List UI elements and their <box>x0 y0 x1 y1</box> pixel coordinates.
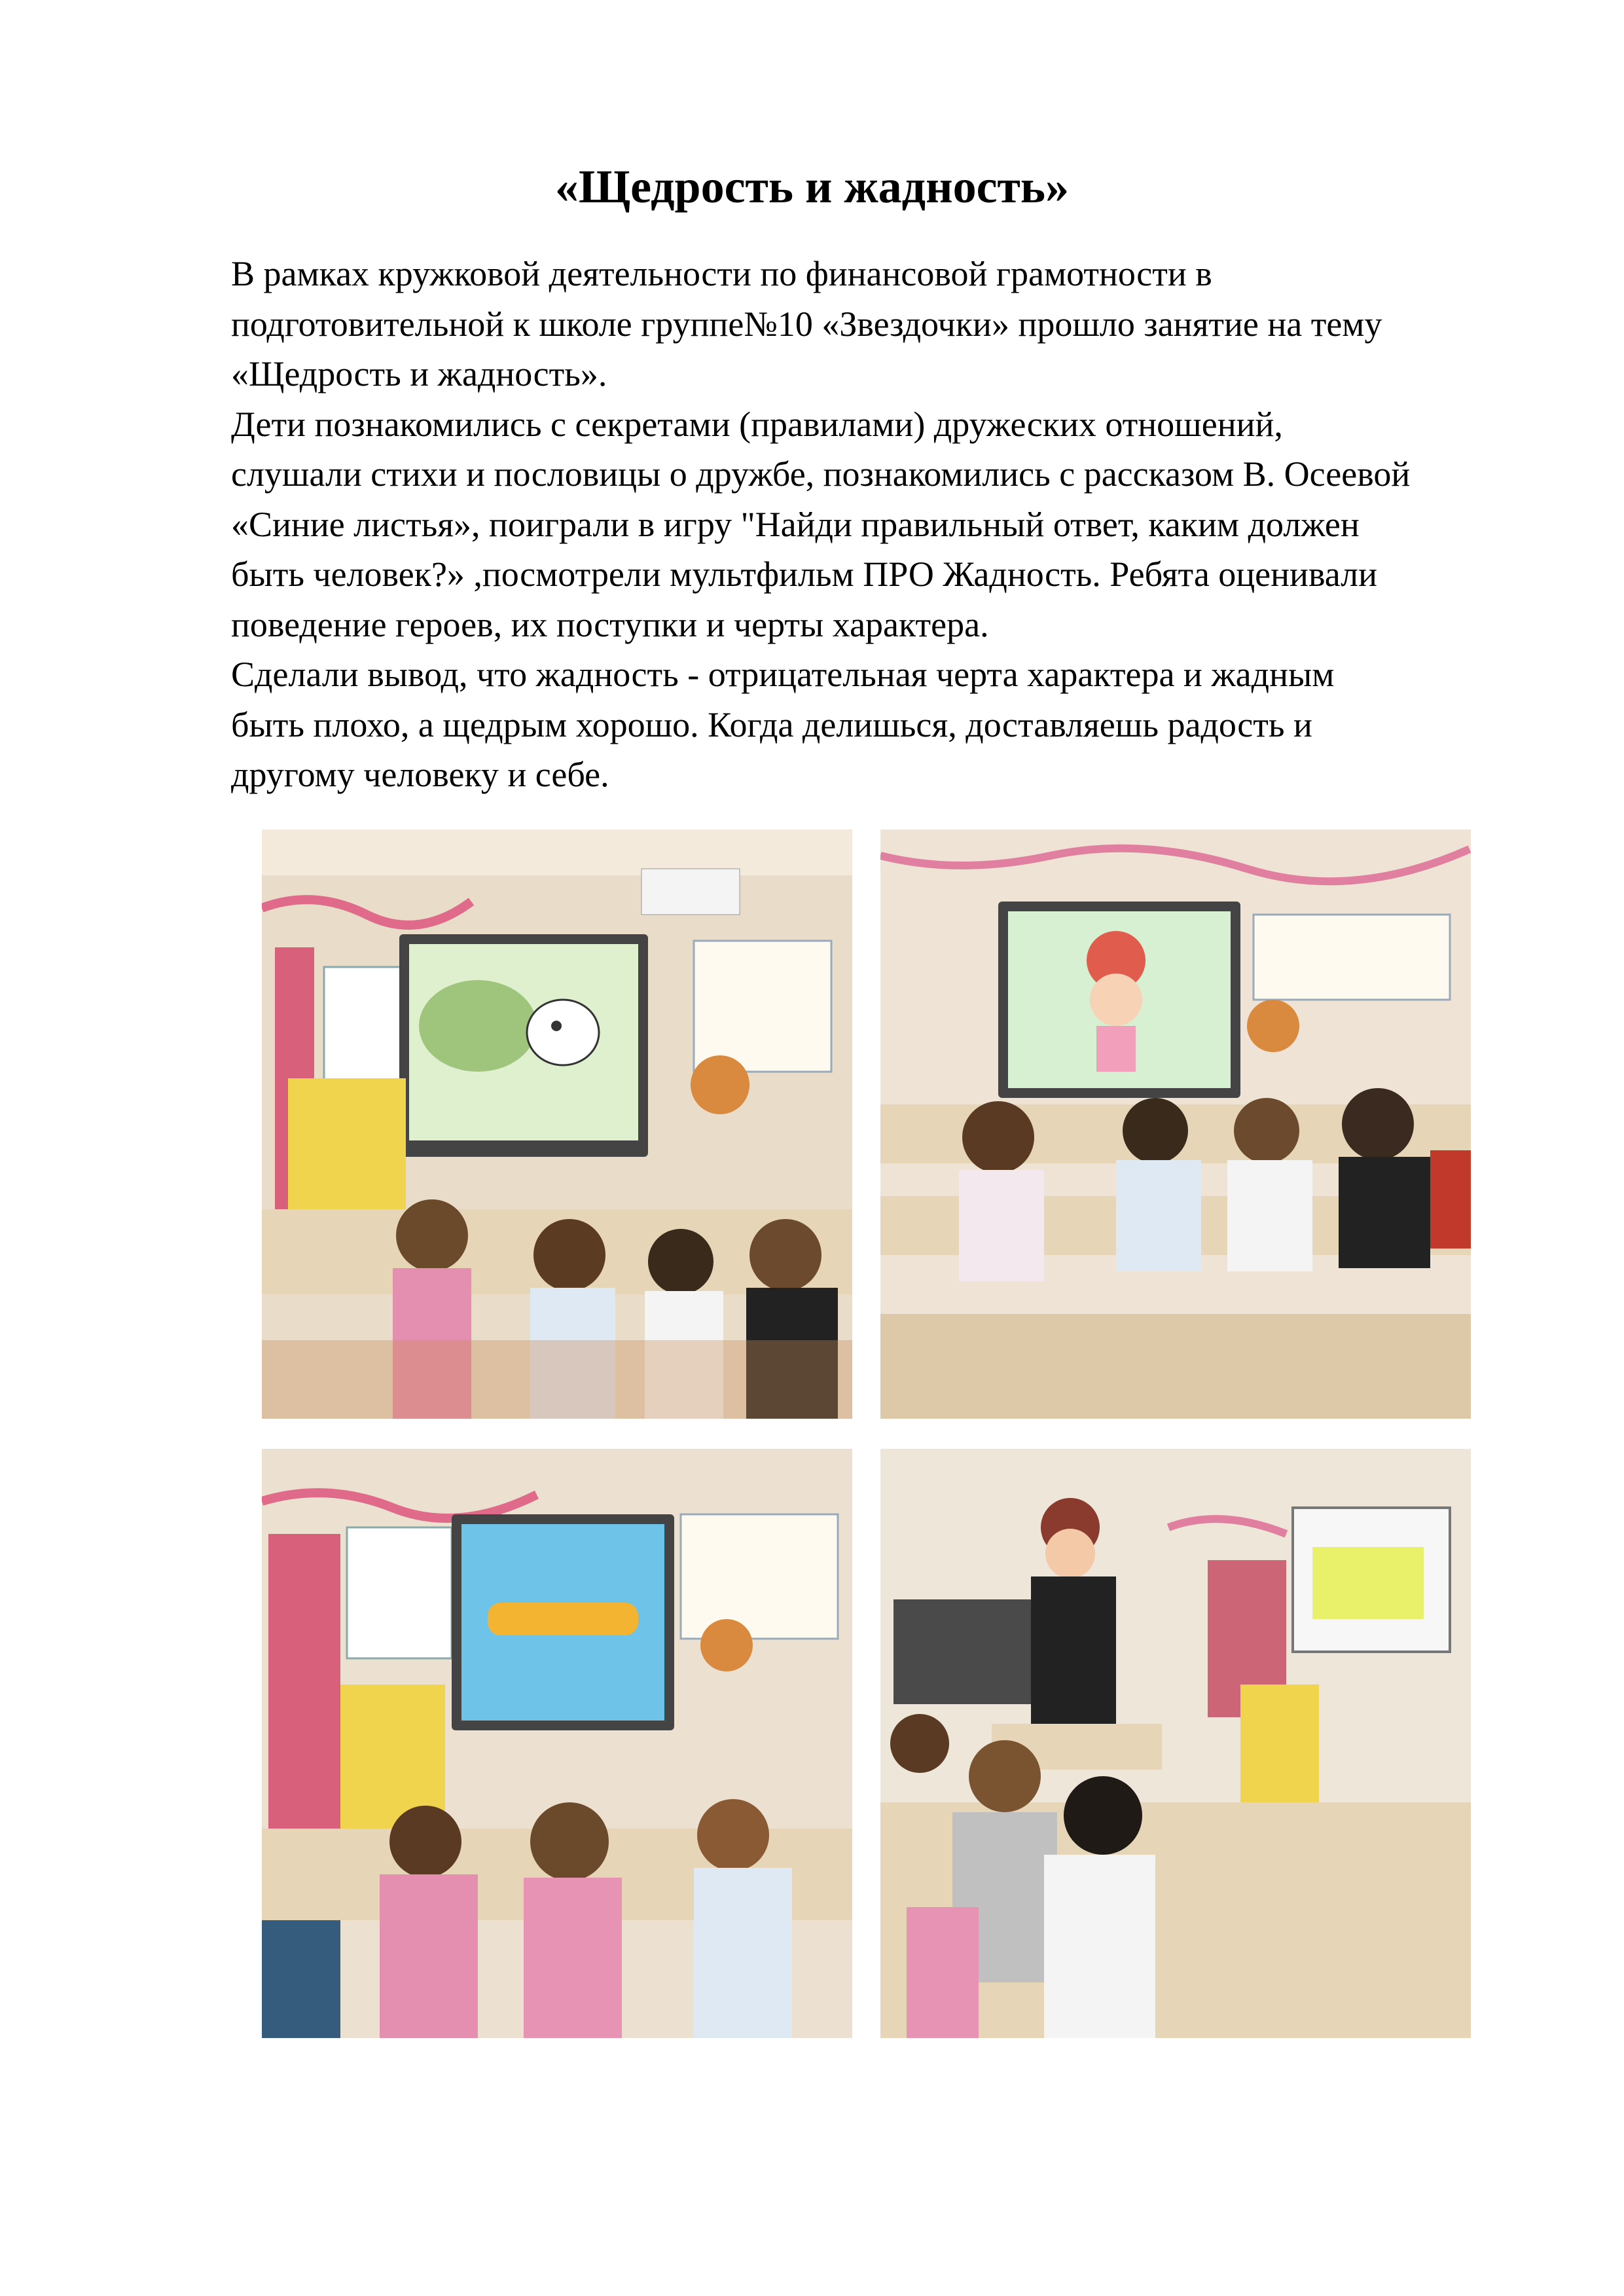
classroom-dog-cartoon-image <box>262 829 852 1419</box>
classroom-photo-1 <box>262 829 852 1419</box>
teacher-reading-image <box>880 1449 1471 2038</box>
classroom-cartoon-title-image <box>262 1449 852 2038</box>
paragraph-1: В рамках кружковой деятельности по финансовой грамотности в подготовительной к школе группе№10 «Звездочки» прошло занятие на тему «Щедрость и жадность». <box>231 254 1382 393</box>
classroom-photo-4 <box>880 1449 1471 2038</box>
document-body <box>231 249 1534 800</box>
classroom-girl-cartoon-image <box>880 829 1471 1419</box>
paragraph-3: Сделали вывод, что жадность - отрицательная черта характера и жадным быть плохо, а щедрым хорошо. Когда делишься, доставляешь радость и другому человеку и себе. <box>231 655 1335 794</box>
classroom-photo-3 <box>262 1449 852 2038</box>
paragraph-2: Дети познакомились с секретами (правилами) дружеских отношений, слушали стихи и пословицы о дружбе, познакомились с рассказом В. Осеевой «Синие листья», поиграли в игру "Найди правильный ответ, каким должен быть человек?» ,посмотрели мультфильм ПРО Жадность. Ребята оценивали поведение героев, их поступки и черты характера. <box>231 404 1411 644</box>
classroom-photo-2 <box>880 829 1471 1419</box>
document-title: «Щедрость и жадность» <box>555 160 1069 213</box>
